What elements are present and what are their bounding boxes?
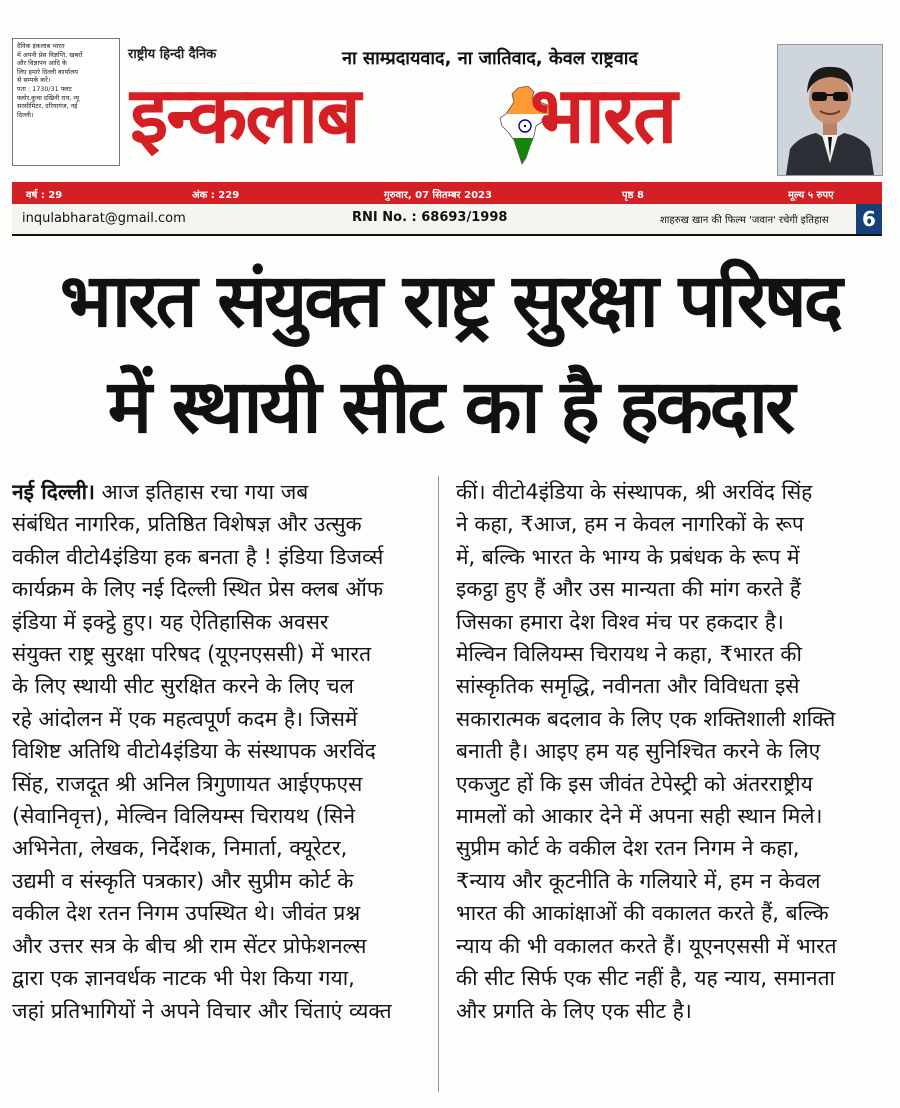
article-line: विशिष्ट अतिथि वीटो4इंडिया के संस्थापक अरविंद: [12, 739, 376, 764]
slogan: ना साम्प्रदायवाद, ना जातिवाद, केवल राष्ट्रवाद: [342, 48, 638, 69]
article-line: जिसका हमारा देश विश्व मंच पर हकदार है।: [456, 609, 784, 634]
article-line: सांस्कृतिक समृद्धि, नवीनता और विविधता इसे: [456, 674, 800, 699]
email-address: inqulabharat@gmail.com: [22, 211, 186, 226]
date-label: गुरुवार, 07 सितम्बर 2023: [384, 190, 492, 201]
pages-label: पृष्ठ 8: [622, 190, 645, 201]
headline-line-2: में स्थायी सीट का है हकदार: [107, 364, 793, 450]
article-line: ने कहा, ₹आज, हम न केवल नागरिकों के रूप: [456, 512, 804, 537]
teaser-text: शाहरुख खान की फिल्म 'जवान' रचेगी इतिहास: [660, 215, 829, 226]
article-line: की सीट सिर्फ एक सीट नहीं है, यह न्याय, समानता: [456, 966, 835, 991]
info-bar: [12, 182, 882, 204]
article-line: रहे आंदोलन में एक महत्वपूर्ण कदम है। जिसमें: [12, 706, 358, 731]
article-line: वकील वीटो4इंडिया हक बनता है ! इंडिया डिजर्व्स: [12, 544, 384, 569]
article-line: मेल्विन विलियम्स चिरायथ ने कहा, ₹भारत की: [456, 642, 802, 667]
imprint-line: फ्लोर,कूचा दखिनी राय, न्यू: [17, 93, 79, 102]
article-line: में, बल्कि भारत के भाग्य के प्रबंधक के रूप में: [456, 544, 800, 569]
article-line: सकारात्मक बदलाव के लिए एक शक्तिशाली शक्ति: [456, 706, 836, 731]
headline: [0, 248, 900, 460]
newspaper-title: [122, 66, 774, 178]
article-first-line: [12, 476, 427, 508]
article-line: उद्यमी व संस्कृति पत्रकार) और सुप्रीम कोर्ट के: [12, 868, 354, 893]
article-line: (सेवानिवृत्त), मेल्विन विलियम्स चिरायथ (सिने: [12, 804, 356, 829]
headline-line-1: भारत संयुक्त राष्ट्र सुरक्षा परिषद: [59, 258, 841, 344]
article-line: सुप्रीम कोर्ट के वकील देश रतन निगम ने कहा,: [456, 836, 800, 861]
article-line: जहां प्रतिभागियों ने अपने विचार और चिंताएं व्यक्त: [12, 998, 392, 1023]
article-line: अभिनेता, लेखक, निर्देशक, निमार्ता, क्यूरेटर,: [12, 836, 348, 861]
article-line: वकील देश रतन निगम उपस्थित थे। जीवंत प्रश्न: [12, 901, 361, 926]
page-number-badge: 6: [856, 204, 882, 234]
article-column-right: [456, 476, 871, 1027]
rni-number: RNI No. : 68693/1998: [352, 210, 508, 225]
dateline: नई दिल्ली।: [12, 480, 95, 504]
article-line: और प्रगति के लिए एक सीट है।: [456, 998, 692, 1023]
article-column-left: [12, 476, 427, 1027]
imprint-line: में अपनी प्रेस विज्ञप्ति, खबरों: [17, 50, 83, 59]
article-line: ₹न्याय और कूटनीति के गलियारे में, हम न केवल: [456, 868, 821, 893]
article-line: संयुक्त राष्ट्र सुरक्षा परिषद (यूएनएससी) में भारत: [12, 642, 372, 667]
issue-label: अंक : 229: [192, 190, 240, 201]
imprint-box: [12, 38, 120, 166]
imprint-line: दैनिक इंकलाब भारत: [17, 42, 65, 50]
person-portrait: [777, 44, 883, 176]
article-line: द्वारा एक ज्ञानवर्धक नाटक भी पेश किया गया,: [12, 966, 355, 991]
title-right: भारत: [530, 70, 676, 161]
masthead: [12, 38, 882, 178]
article-line: के लिए स्थायी सीट सुरक्षित करने के लिए चल: [12, 674, 354, 699]
imprint-line: और विज्ञापन आदि के: [17, 59, 67, 68]
first-line-rest: आज इतिहास रचा गया जब: [94, 480, 309, 504]
imprint-line: लिए हमारे दिल्ली कार्यालय: [17, 67, 78, 76]
article-line: एकजुट हों कि इस जीवंत टेपेस्ट्री को अंतरराष्ट्रीय: [456, 771, 813, 796]
imprint-line: दिल्ली।: [17, 110, 34, 119]
article-line: और उत्तर सत्र के बीच श्री राम सेंटर प्रोफेशनल्स: [12, 933, 367, 958]
price-label: मूल्य ५ रुपए: [788, 190, 834, 201]
tagline: राष्ट्रीय हिन्दी दैनिक: [128, 47, 217, 62]
article-line: सिंह, राजदूत श्री अनिल त्रिगुणायत आईएफएस: [12, 771, 363, 796]
sub-bar: [12, 204, 882, 236]
article-line: मामलों को आकार देने में अपना सही स्थान मिले।: [456, 804, 823, 829]
article-line: संबंधित नागरिक, प्रतिष्ठित विशेषज्ञ और उत्सुक: [12, 512, 362, 537]
article-line: बनाती है। आइए हम यह सुनिश्चित करने के लिए: [456, 739, 821, 764]
title-left: इन्कलाब: [130, 70, 359, 161]
imprint-line: से सम्पर्क करें।: [17, 76, 51, 85]
imprint-line: पता : 1730/31 फ्लट: [17, 84, 72, 93]
article-line: कार्यक्रम के लिए नई दिल्ली स्थित प्रेस क्लब ऑफ: [12, 577, 384, 602]
article-line: कीं। वीटो4इंडिया के संस्थापक, श्री अरविंद सिंह: [456, 480, 813, 504]
article-line: भारत की आकांक्षाओं की वकालत करते हैं, बल्कि: [456, 901, 829, 926]
year-label: वर्ष : 29: [26, 190, 63, 201]
article-line: इंडिया में इक्ट्ठे हुए। यह ऐतिहासिक अवसर: [12, 609, 329, 634]
article-line: न्याय की भी वकालत करते हैं। यूएनएससी में भारत: [456, 933, 837, 958]
imprint-line: सरसीमिटर, दरियागंज, नई: [17, 102, 78, 111]
article-line: इकट्ठा हुए हैं और उस मान्यता की मांग करते हैं: [456, 577, 801, 602]
column-divider: [438, 476, 439, 1092]
